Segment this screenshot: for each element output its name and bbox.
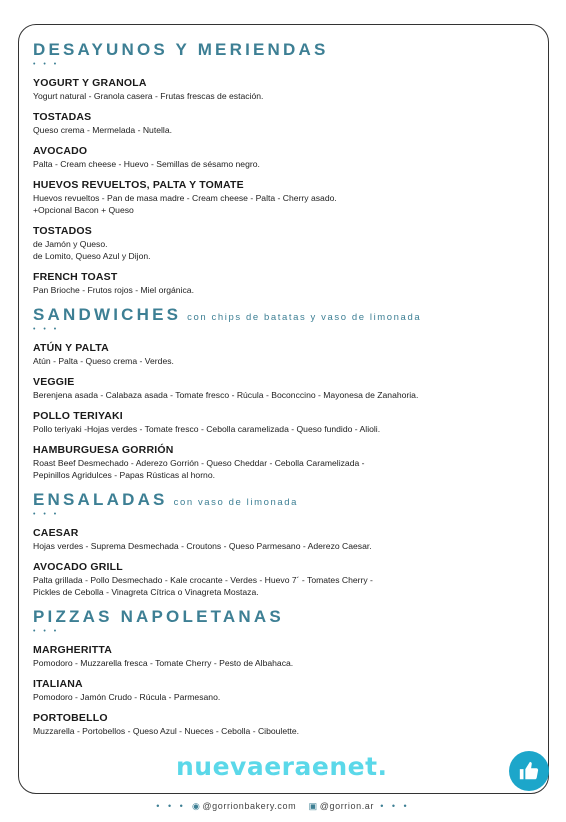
item-name: HAMBURGUESA GORRIÓN: [33, 444, 174, 456]
item-description: Pomodoro - Jamón Crudo - Rúcula - Parmesano.: [33, 692, 221, 702]
menu-item: [33, 342, 533, 367]
menu-item: [33, 77, 533, 102]
item-description: de Jamón y Queso. de Lomito, Queso Azul y Dijon.: [33, 239, 151, 261]
footer-web[interactable]: @gorrionbakery.com: [202, 801, 297, 811]
item-name: FRENCH TOAST: [33, 271, 118, 283]
menu-item: [33, 644, 533, 669]
item-name: MARGHERITTA: [33, 644, 112, 656]
menu-item: [33, 376, 533, 401]
item-description: Berenjena asada - Calabaza asada - Tomate fresco - Rúcula - Boconccino - Mayonesa de Zanahoria.: [33, 390, 419, 400]
section-dots: • • •: [33, 61, 60, 68]
instagram-icon: ▣: [308, 801, 318, 811]
menu-item: [33, 444, 533, 481]
item-name: PORTOBELLO: [33, 712, 108, 724]
item-name: ATÚN Y PALTA: [33, 342, 109, 354]
item-description: Queso crema - Mermelada - Nutella.: [33, 125, 172, 135]
item-name: YOGURT Y GRANOLA: [33, 77, 147, 89]
section-subtitle: con vaso de limonada: [173, 497, 299, 508]
section-dots: • • •: [33, 326, 60, 333]
item-description: Hojas verdes - Suprema Desmechada - Croutons - Queso Parmesano - Aderezo Caesar.: [33, 541, 372, 551]
menu-item: [33, 145, 533, 170]
item-name: TOSTADAS: [33, 111, 92, 123]
footer-instagram[interactable]: @gorrion.ar: [319, 801, 375, 811]
menu-item: [33, 678, 533, 703]
item-name: VEGGIE: [33, 376, 75, 388]
menu-item: [33, 111, 533, 136]
item-name: ITALIANA: [33, 678, 83, 690]
section-title: PIZZAS NAPOLETANAS: [33, 607, 284, 626]
item-description: Pomodoro - Muzzarella fresca - Tomate Cherry - Pesto de Albahaca.: [33, 658, 294, 668]
menu-content: [33, 40, 533, 746]
menu-item: [33, 561, 533, 598]
item-name: TOSTADOS: [33, 225, 92, 237]
item-description: Pan Brioche - Frutos rojos - Miel orgánica.: [33, 285, 194, 295]
section-sandwiches: [33, 305, 533, 481]
item-description: Palta - Cream cheese - Huevo - Semillas de sésamo negro.: [33, 159, 260, 169]
section-ensaladas: [33, 490, 533, 598]
item-name: POLLO TERIYAKI: [33, 410, 123, 422]
menu-item: [33, 271, 533, 296]
at-icon: ◉: [191, 801, 201, 811]
section-desayunos: [33, 40, 533, 296]
item-description: Muzzarella - Portobellos - Queso Azul - Nueces - Cebolla - Ciboulette.: [33, 726, 300, 736]
menu-item: [33, 712, 533, 737]
item-name: AVOCADO: [33, 145, 88, 157]
menu-item: [33, 527, 533, 552]
section-dots: • • •: [33, 628, 60, 635]
item-description: Roast Beef Desmechado - Aderezo Gorrión - Queso Cheddar - Cebolla Caramelizada - Pepinillos Agridulces - Papas Rústicas al horno.: [33, 458, 365, 480]
menu-item: [33, 410, 533, 435]
section-subtitle: con chips de batatas y vaso de limonada: [187, 312, 422, 323]
watermark: nuevaeraenet.: [176, 752, 388, 781]
footer-dots-left: • • •: [156, 801, 186, 811]
section-pizzas: [33, 607, 533, 737]
item-description: Huevos revueltos - Pan de masa madre - Cream cheese - Palta - Cherry asado. +Opcional Bacon + Queso: [33, 193, 337, 215]
menu-item: [33, 179, 533, 216]
section-title: DESAYUNOS Y MERIENDAS: [33, 40, 329, 59]
footer: [0, 801, 566, 812]
section-title: SANDWICHES: [33, 305, 182, 324]
item-description: Pollo teriyaki -Hojas verdes - Tomate fresco - Cebolla caramelizada - Queso fundido - Alioli.: [33, 424, 381, 434]
section-title: ENSALADAS: [33, 490, 168, 509]
section-dots: • • •: [33, 511, 60, 518]
item-name: HUEVOS REVUELTOS, PALTA Y TOMATE: [33, 179, 244, 191]
like-button[interactable]: [509, 751, 549, 791]
footer-dots-right: • • •: [380, 801, 410, 811]
item-description: Palta grillada - Pollo Desmechado - Kale crocante - Verdes - Huevo 7´ - Tomates Cherry - Pickles de Cebolla - Vinagreta Cítrica o Vinagreta Mostaza.: [33, 575, 373, 597]
item-description: Yogurt natural - Granola casera - Frutas frescas de estación.: [33, 91, 264, 101]
item-name: AVOCADO GRILL: [33, 561, 123, 573]
thumbs-up-icon: [518, 760, 540, 782]
item-description: Atún - Palta - Queso crema - Verdes.: [33, 356, 174, 366]
item-name: CAESAR: [33, 527, 79, 539]
menu-item: [33, 225, 533, 262]
